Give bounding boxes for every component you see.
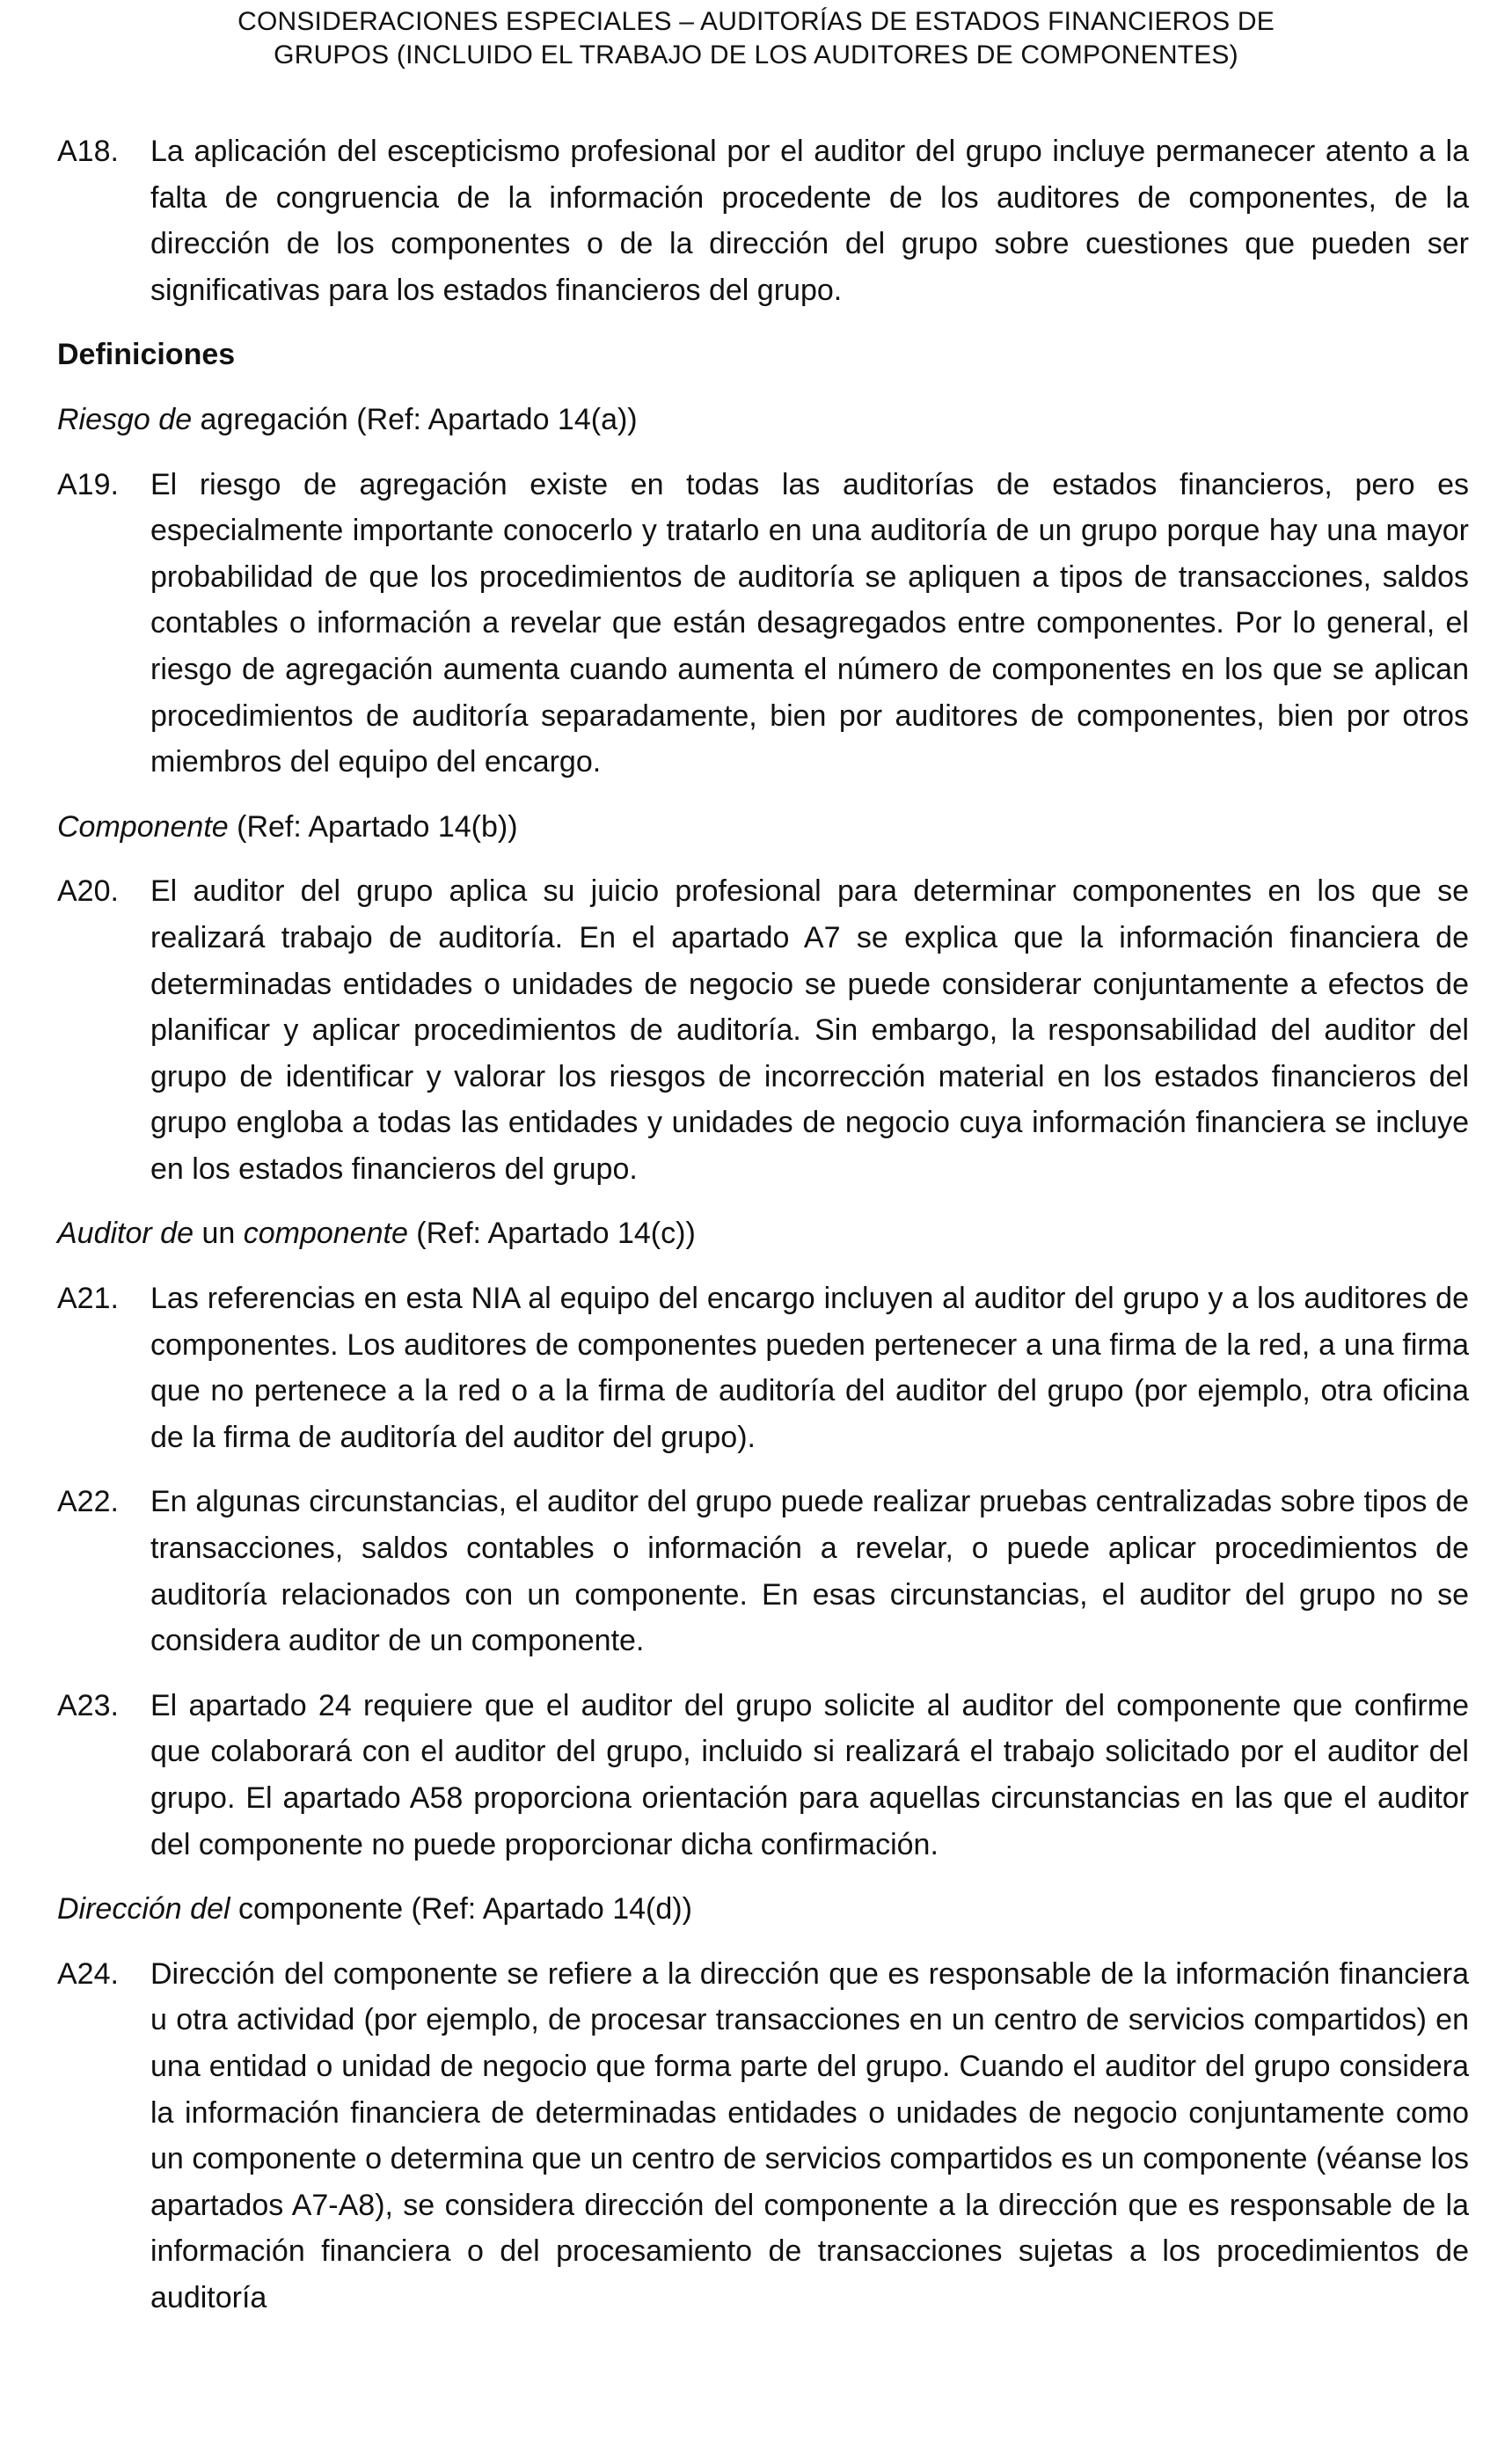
paragraph-number: A22. — [57, 1485, 119, 1519]
paragraph-number: A21. — [57, 1282, 119, 1316]
subheading-text: un — [194, 1217, 244, 1251]
paragraph-a18 — [57, 128, 1469, 313]
paragraph-text: El auditor del grupo aplica su juicio profesional para determinar componentes en los que se realizará trabajo de auditoría. En el apartado A7 se explica que la información financiera de determinadas entidades o unidades de negocio se puede considerar conjuntamente a efectos de planificar y aplicar procedimientos de auditoría. Sin embargo, la responsabilidad del auditor del grupo de identificar y valorar los riesgos de incorrección material en los estados financieros del grupo engloba a todas las entidades y unidades de negocio cuya información financiera se incluye en los estados financieros del grupo. — [150, 874, 1469, 1186]
page-header — [0, 5, 1512, 72]
paragraph-a24 — [57, 1951, 1469, 2321]
subheading-italic: Auditor de — [57, 1217, 194, 1251]
paragraph-text: El riesgo de agregación existe en todas las auditorías de estados financieros, pero es especialmente importante conocerlo y tratarlo en una auditoría de un grupo porque hay una mayor probabilidad de que los procedimientos de auditoría se apliquen a tipos de transacciones, saldos contables o información a revelar que están desagregados entre componentes. Por lo general, el riesgo de agregación aumenta cuando aumenta el número de componentes en los que se aplican procedimientos de auditoría separadamente, bien por auditores de componentes, bien por otros miembros del equipo del encargo. — [150, 467, 1469, 779]
document-body — [57, 128, 1469, 2340]
subheading-italic: componente — [243, 1217, 408, 1251]
subheading-auditor-componente — [57, 1210, 1469, 1257]
subheading-italic: Dirección del — [57, 1892, 230, 1927]
paragraph-a19 — [57, 462, 1469, 786]
paragraph-number: A24. — [57, 1956, 119, 1991]
paragraph-a20 — [57, 868, 1469, 1192]
paragraph-text: En algunas circunstancias, el auditor del grupo puede realizar pruebas centralizadas sobre tipos de transacciones, saldos contables o información a revelar, o puede aplicar procedimientos de auditoría relacionados con un componente. En esas circunstancias, el auditor del grupo no se considera auditor de un componente. — [150, 1485, 1469, 1658]
paragraph-a22 — [57, 1479, 1469, 1663]
subheading-italic: Componente — [57, 809, 229, 844]
paragraph-number: A19. — [57, 467, 119, 501]
subheading-italic: Riesgo de — [57, 402, 193, 436]
subheading-direccion-componente — [57, 1886, 1469, 1933]
paragraph-text: Las referencias en esta NIA al equipo del encargo incluyen al auditor del grupo y a los auditores de componentes. Los auditores de componentes pueden pertenecer a una firma de la red, a una firma que no pertenece a la red o a la firma de auditoría del auditor del grupo (por ejemplo, otra oficina de la firma de auditoría del auditor del grupo). — [150, 1282, 1469, 1454]
paragraph-number: A20. — [57, 874, 119, 909]
paragraph-number: A23. — [57, 1688, 119, 1722]
paragraph-text: El apartado 24 requiere que el auditor del grupo solicite al auditor del componente que confirme que colaborará con el auditor del grupo, incluido si realizará el trabajo solicitado por el auditor del grupo. El apartado A58 proporciona orientación para aquellas circunstancias en las que el auditor del componente no puede proporcionar dicha confirmación. — [150, 1688, 1469, 1861]
paragraph-text: La aplicación del escepticismo profesional por el auditor del grupo incluye permanecer atento a la falta de congruencia de la información procedente de los auditores de componentes, de la dirección de los componentes o de la dirección del grupo sobre cuestiones que pueden ser significativas para los estados financieros del grupo. — [150, 135, 1469, 307]
header-line-1: CONSIDERACIONES ESPECIALES – AUDITORÍAS DE ESTADOS FINANCIEROS DE — [237, 7, 1275, 36]
subheading-text: agregación (Ref: Apartado 14(a)) — [192, 402, 638, 436]
subheading-text: componente (Ref: Apartado 14(d)) — [230, 1892, 692, 1927]
header-line-2: GRUPOS (INCLUIDO EL TRABAJO DE LOS AUDITORES DE COMPONENTES) — [274, 40, 1238, 69]
subheading-componente — [57, 804, 1469, 851]
subheading-text: (Ref: Apartado 14(c)) — [407, 1217, 696, 1251]
paragraph-number: A18. — [57, 135, 119, 168]
subheading-text: (Ref: Apartado 14(b)) — [228, 809, 518, 844]
paragraph-text: Dirección del componente se refiere a la dirección que es responsable de la información financiera u otra actividad (por ejemplo, de procesar transacciones en un centro de servicios compartidos) en una entidad o unidad de negocio que forma parte del grupo. Cuando el auditor del grupo considera la información financiera de determinadas entidades o unidades de negocio conjuntamente como un componente o determina que un centro de servicios compartidos es un componente (véanse los apartados A7-A8), se considera dirección del componente a la dirección que es responsable de la información financiera o del procesamiento de transacciones sujetas a los procedimientos de auditoría — [150, 1956, 1469, 2314]
subheading-riesgo-agregacion — [57, 397, 1469, 443]
section-heading-definiciones: Definiciones — [57, 338, 236, 372]
paragraph-a21 — [57, 1276, 1469, 1460]
paragraph-a23 — [57, 1683, 1469, 1868]
